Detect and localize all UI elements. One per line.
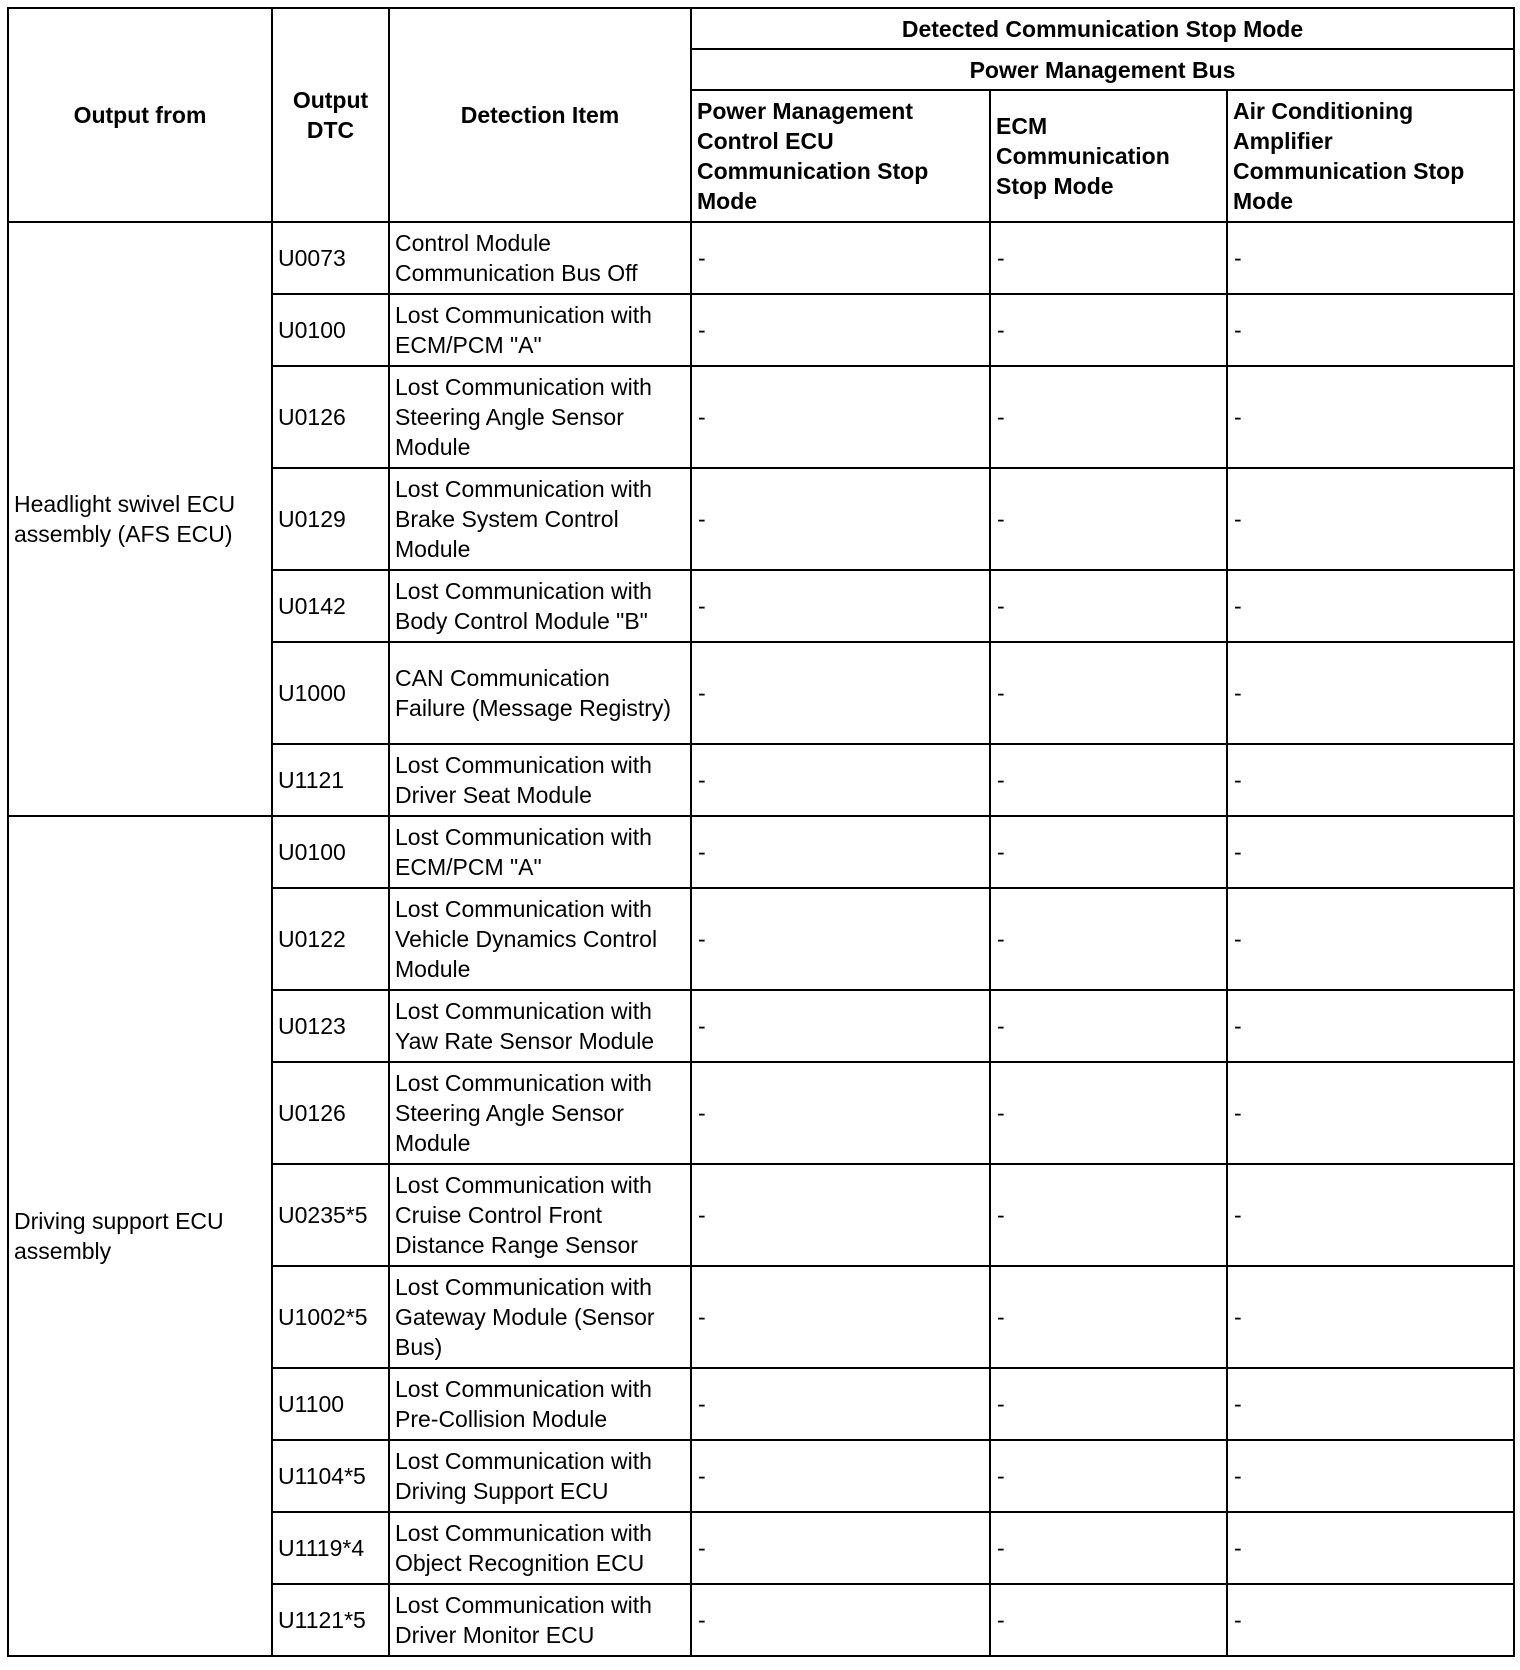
header-pm-ecu-stop-mode: Power Management Control ECU Communication Stop Mode	[691, 90, 990, 222]
detection-item: Control Module Communication Bus Off	[389, 222, 691, 294]
pm-ecu-value: -	[691, 294, 990, 366]
dtc-code: U1104*5	[272, 1440, 389, 1512]
ac-value: -	[1227, 1164, 1514, 1266]
ac-value: -	[1227, 222, 1514, 294]
pm-ecu-value: -	[691, 1062, 990, 1164]
header-ac-stop-mode: Air Conditioning Amplifier Communication Stop Mode	[1227, 90, 1514, 222]
dtc-code: U0126	[272, 366, 389, 468]
dtc-code: U0100	[272, 294, 389, 366]
table-row	[8, 222, 1514, 294]
header-detection-item: Detection Item	[389, 8, 691, 222]
ecm-value: -	[990, 1512, 1227, 1584]
ac-value: -	[1227, 816, 1514, 888]
header-ecm-stop-mode: ECM Communication Stop Mode	[990, 90, 1227, 222]
ecm-value: -	[990, 642, 1227, 744]
pm-ecu-value: -	[691, 642, 990, 744]
detection-item: Lost Communication with Driver Seat Module	[389, 744, 691, 816]
ac-value: -	[1227, 294, 1514, 366]
detection-item: Lost Communication with Cruise Control Front Distance Range Sensor	[389, 1164, 691, 1266]
dtc-code: U0235*5	[272, 1164, 389, 1266]
dtc-code: U0073	[272, 222, 389, 294]
ac-value: -	[1227, 744, 1514, 816]
ac-value: -	[1227, 1368, 1514, 1440]
dtc-code: U0129	[272, 468, 389, 570]
dtc-code: U1121*5	[272, 1584, 389, 1656]
ecm-value: -	[990, 222, 1227, 294]
dtc-table	[7, 7, 1515, 1657]
ac-value: -	[1227, 642, 1514, 744]
dtc-code: U0122	[272, 888, 389, 990]
ac-value: -	[1227, 1440, 1514, 1512]
dtc-code: U0100	[272, 816, 389, 888]
header-detected-mode: Detected Communication Stop Mode	[691, 8, 1514, 49]
ecm-value: -	[990, 294, 1227, 366]
ac-value: -	[1227, 468, 1514, 570]
dtc-code: U1002*5	[272, 1266, 389, 1368]
output-from-cell: Driving support ECU assembly	[8, 816, 272, 1656]
detection-item: Lost Communication with Brake System Control Module	[389, 468, 691, 570]
detection-item: Lost Communication with Driver Monitor ECU	[389, 1584, 691, 1656]
pm-ecu-value: -	[691, 888, 990, 990]
dtc-code: U0123	[272, 990, 389, 1062]
pm-ecu-value: -	[691, 468, 990, 570]
ecm-value: -	[990, 1368, 1227, 1440]
detection-item: Lost Communication with Steering Angle Sensor Module	[389, 1062, 691, 1164]
output-from-cell: Headlight swivel ECU assembly (AFS ECU)	[8, 222, 272, 816]
ac-value: -	[1227, 1512, 1514, 1584]
table-row	[8, 816, 1514, 888]
ecm-value: -	[990, 888, 1227, 990]
detection-item: Lost Communication with Body Control Module "B"	[389, 570, 691, 642]
dtc-code: U0126	[272, 1062, 389, 1164]
ecm-value: -	[990, 1584, 1227, 1656]
header-output-dtc: Output DTC	[272, 8, 389, 222]
dtc-code: U1100	[272, 1368, 389, 1440]
ecm-value: -	[990, 1164, 1227, 1266]
pm-ecu-value: -	[691, 990, 990, 1062]
ac-value: -	[1227, 570, 1514, 642]
ac-value: -	[1227, 1266, 1514, 1368]
ecm-value: -	[990, 744, 1227, 816]
pm-ecu-value: -	[691, 1266, 990, 1368]
pm-ecu-value: -	[691, 1368, 990, 1440]
pm-ecu-value: -	[691, 1164, 990, 1266]
header-output-from: Output from	[8, 8, 272, 222]
pm-ecu-value: -	[691, 366, 990, 468]
ac-value: -	[1227, 366, 1514, 468]
pm-ecu-value: -	[691, 1584, 990, 1656]
detection-item: Lost Communication with Object Recognition ECU	[389, 1512, 691, 1584]
detection-item: Lost Communication with Yaw Rate Sensor Module	[389, 990, 691, 1062]
dtc-code: U1000	[272, 642, 389, 744]
ac-value: -	[1227, 888, 1514, 990]
pm-ecu-value: -	[691, 1512, 990, 1584]
dtc-code: U0142	[272, 570, 389, 642]
detection-item: Lost Communication with Gateway Module (Sensor Bus)	[389, 1266, 691, 1368]
ecm-value: -	[990, 1266, 1227, 1368]
pm-ecu-value: -	[691, 570, 990, 642]
pm-ecu-value: -	[691, 1440, 990, 1512]
detection-item: Lost Communication with Vehicle Dynamics Control Module	[389, 888, 691, 990]
ecm-value: -	[990, 366, 1227, 468]
ecm-value: -	[990, 1440, 1227, 1512]
pm-ecu-value: -	[691, 816, 990, 888]
detection-item: Lost Communication with Steering Angle Sensor Module	[389, 366, 691, 468]
detection-item: Lost Communication with Driving Support ECU	[389, 1440, 691, 1512]
header-power-management-bus: Power Management Bus	[691, 49, 1514, 90]
detection-item: Lost Communication with ECM/PCM "A"	[389, 294, 691, 366]
ecm-value: -	[990, 816, 1227, 888]
pm-ecu-value: -	[691, 222, 990, 294]
ecm-value: -	[990, 1062, 1227, 1164]
dtc-code: U1121	[272, 744, 389, 816]
ecm-value: -	[990, 468, 1227, 570]
dtc-code: U1119*4	[272, 1512, 389, 1584]
ecm-value: -	[990, 990, 1227, 1062]
ac-value: -	[1227, 1062, 1514, 1164]
detection-item: CAN Communication Failure (Message Registry)	[389, 642, 691, 744]
detection-item: Lost Communication with ECM/PCM "A"	[389, 816, 691, 888]
ac-value: -	[1227, 1584, 1514, 1656]
ecm-value: -	[990, 570, 1227, 642]
ac-value: -	[1227, 990, 1514, 1062]
pm-ecu-value: -	[691, 744, 990, 816]
detection-item: Lost Communication with Pre-Collision Module	[389, 1368, 691, 1440]
